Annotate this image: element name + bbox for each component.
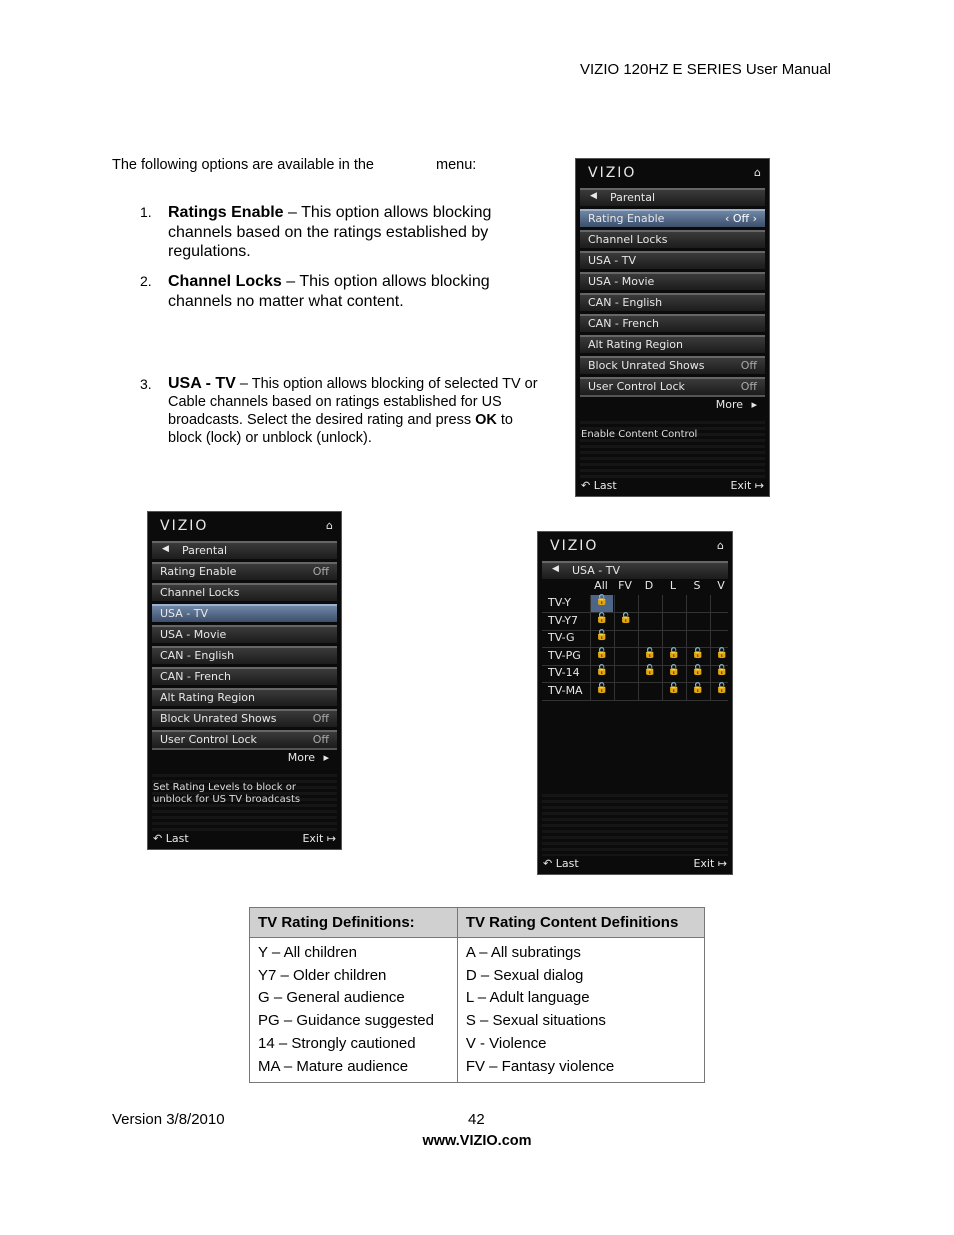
- option-usa-tv: [140, 375, 550, 447]
- unlock-icon[interactable]: 🔓: [710, 648, 733, 665]
- ratings-grid: [542, 579, 728, 699]
- table-header: TV Rating Content Definitions: [457, 908, 704, 938]
- menu-title-bar[interactable]: [542, 561, 728, 579]
- menu-item-value: Off: [740, 359, 757, 372]
- exit-button[interactable]: [730, 479, 764, 492]
- menu-item-label: User Control Lock: [588, 380, 685, 393]
- unlock-icon[interactable]: 🔓: [686, 648, 709, 665]
- last-button[interactable]: [543, 857, 579, 870]
- item-term: USA - TV: [168, 375, 236, 392]
- manual-title: VIZIO 120HZ E SERIES User Manual: [580, 61, 831, 78]
- usa-tv-ratings-screen: [537, 531, 733, 875]
- rating-cell[interactable]: [614, 665, 637, 682]
- rating-row-label: TV-Y7: [548, 613, 578, 627]
- definition-line: Y7 – Older children: [258, 966, 387, 984]
- menu-item[interactable]: [152, 688, 337, 706]
- return-icon: ↶: [543, 857, 553, 870]
- more-button[interactable]: [152, 748, 337, 766]
- rating-column-header: D: [644, 579, 654, 592]
- rating-row: [542, 665, 728, 683]
- menu-item-label: Channel Locks: [160, 586, 240, 599]
- rating-cell[interactable]: [710, 613, 733, 630]
- intro-after: menu:: [435, 157, 477, 173]
- rating-column-header: V: [717, 579, 725, 592]
- website-url: www.VIZIO.com: [422, 1133, 532, 1149]
- exit-icon: ↦: [326, 832, 336, 845]
- rating-row-label: TV-PG: [548, 648, 581, 662]
- definition-line: D – Sexual dialog: [465, 966, 584, 984]
- definition-line: 14 – Strongly cautioned: [258, 1034, 416, 1052]
- table-header: TV Rating Definitions:: [250, 908, 458, 938]
- menu-item-label: CAN - English: [160, 649, 235, 662]
- last-button[interactable]: [581, 479, 617, 492]
- more-label: More: [715, 398, 743, 411]
- menu-item[interactable]: [580, 293, 765, 311]
- definition-line: MA – Mature audience: [258, 1057, 409, 1075]
- menu-item[interactable]: [152, 625, 337, 643]
- unlock-icon[interactable]: 🔓: [590, 630, 613, 647]
- rating-cell[interactable]: [662, 613, 685, 630]
- rating-cell[interactable]: [686, 630, 709, 647]
- content-definitions-cell: [457, 938, 704, 1083]
- return-icon: ↶: [153, 832, 163, 845]
- item-desc: – This option allows blocking channels based on the ratings established by regulations.: [168, 204, 492, 260]
- item-desc: – This option allows blocking channels no matter what content.: [168, 273, 490, 310]
- menu-item-label: USA - TV: [588, 254, 636, 267]
- menu-title: USA - TV: [572, 564, 620, 577]
- exit-label: Exit: [730, 479, 752, 492]
- definition-line: L – Adult language: [465, 989, 590, 1007]
- menu-item-label: CAN - French: [160, 670, 231, 683]
- definition-line: V - Violence: [465, 1034, 547, 1052]
- rating-row: [542, 648, 728, 666]
- definition-line: Y – All children: [258, 944, 357, 961]
- menu-item-label: Alt Rating Region: [160, 691, 256, 704]
- menu-item[interactable]: [152, 730, 337, 748]
- rating-cell[interactable]: [614, 595, 637, 612]
- menu-description: Set Rating Levels to block or unblock for US TV broadcasts: [153, 782, 301, 805]
- unlock-icon[interactable]: 🔓: [710, 683, 733, 700]
- menu-item[interactable]: [580, 356, 765, 374]
- rating-row-label: TV-G: [548, 631, 575, 644]
- menu-item-label: Channel Locks: [588, 233, 668, 246]
- menu-item-label: Block Unrated Shows: [160, 712, 277, 725]
- unlock-icon[interactable]: 🔓: [662, 648, 685, 665]
- option-channel-locks: [140, 272, 550, 311]
- menu-item-label: USA - Movie: [588, 275, 655, 288]
- exit-icon: ↦: [754, 479, 764, 492]
- menu-item-value: Off: [312, 712, 329, 725]
- menu-item[interactable]: [152, 646, 337, 664]
- rating-row: [542, 683, 728, 701]
- rating-cell[interactable]: [710, 595, 733, 612]
- back-arrow-icon: ◀: [162, 544, 169, 554]
- menu-item-value: Off: [312, 733, 329, 746]
- unlock-icon[interactable]: 🔓: [710, 665, 733, 682]
- menu-item-label: Rating Enable: [160, 565, 237, 578]
- item-term: Ratings Enable: [168, 204, 284, 221]
- rating-cell[interactable]: [638, 613, 661, 630]
- definition-line: S – Sexual situations: [465, 1012, 606, 1030]
- more-button[interactable]: [580, 395, 765, 413]
- parental-menu-screen: [575, 158, 770, 497]
- vizio-logo: VIZIO: [160, 518, 209, 534]
- rating-row-label: TV-MA: [548, 683, 583, 697]
- unlock-icon[interactable]: 🔓: [662, 665, 685, 682]
- description-area: [542, 794, 728, 856]
- rating-cell[interactable]: [662, 630, 685, 647]
- unlock-icon[interactable]: 🔓: [590, 683, 613, 700]
- menu-title-bar[interactable]: [152, 541, 337, 559]
- unlock-icon[interactable]: 🔓: [638, 648, 661, 665]
- definition-line: FV – Fantasy violence: [465, 1057, 615, 1075]
- definition-line: PG – Guidance suggested: [258, 1012, 434, 1030]
- exit-button[interactable]: [693, 857, 727, 870]
- rating-cell[interactable]: [614, 630, 637, 647]
- item-desc-end: to block (lock) or unblock (unlock).: [168, 412, 513, 446]
- rating-cell[interactable]: [638, 595, 661, 612]
- rating-column-header: S: [693, 579, 701, 592]
- unlock-icon[interactable]: 🔓: [614, 613, 637, 630]
- item-number: 3.: [140, 376, 152, 392]
- menu-title-bar[interactable]: [580, 188, 765, 206]
- rating-cell[interactable]: [710, 630, 733, 647]
- chevron-right-icon: ▸: [323, 751, 329, 764]
- home-icon: ⌂: [717, 539, 724, 552]
- rating-column-header: FV: [618, 579, 632, 592]
- menu-item[interactable]: [152, 667, 337, 685]
- definition-line: A – All subratings: [465, 944, 581, 961]
- unlock-icon[interactable]: 🔓: [590, 648, 613, 665]
- menu-item[interactable]: [152, 709, 337, 727]
- rating-row: [542, 613, 728, 631]
- rating-cell[interactable]: [662, 595, 685, 612]
- vizio-logo: VIZIO: [588, 165, 637, 181]
- menu-item[interactable]: [580, 251, 765, 269]
- rating-column-header: L: [669, 579, 677, 592]
- parental-menu-screen-usa-tv-selected: [147, 511, 342, 850]
- unlock-icon[interactable]: 🔓: [686, 665, 709, 682]
- menu-item[interactable]: [580, 335, 765, 353]
- menu-item-value: ‹ Off ›: [724, 212, 757, 225]
- item-term: Channel Locks: [168, 273, 282, 290]
- menu-title: Parental: [182, 544, 228, 557]
- more-label: More: [287, 751, 315, 764]
- rating-row: [542, 595, 728, 613]
- back-arrow-icon: ◀: [552, 564, 559, 574]
- home-icon: ⌂: [754, 166, 761, 179]
- menu-item-label: CAN - English: [588, 296, 663, 309]
- menu-item[interactable]: [152, 583, 337, 601]
- menu-item-label: User Control Lock: [160, 733, 257, 746]
- definition-line: G – General audience: [258, 989, 405, 1007]
- menu-item[interactable]: [580, 314, 765, 332]
- return-icon: ↶: [581, 479, 591, 492]
- menu-item[interactable]: [580, 377, 765, 395]
- rating-definitions-cell: [250, 938, 458, 1083]
- unlock-icon[interactable]: 🔓: [590, 613, 613, 630]
- unlock-icon[interactable]: 🔓: [662, 683, 685, 700]
- last-button[interactable]: [153, 832, 189, 845]
- rating-column-header: All: [594, 579, 608, 592]
- unlock-icon[interactable]: 🔓: [686, 683, 709, 700]
- page-number: 42: [468, 1111, 485, 1128]
- menu-item-label: CAN - French: [588, 317, 659, 330]
- menu-item-value: Off: [312, 565, 329, 578]
- rating-row-label: TV-14: [548, 666, 580, 679]
- exit-label: Exit: [693, 857, 715, 870]
- item-number: 2.: [140, 273, 152, 289]
- rating-cell[interactable]: [686, 613, 709, 630]
- menu-item[interactable]: [152, 562, 337, 580]
- unlock-icon[interactable]: 🔓: [638, 665, 661, 682]
- menu-description: Enable Content Control: [581, 429, 698, 440]
- intro-text: [112, 157, 476, 173]
- menu-item[interactable]: [580, 209, 765, 227]
- menu-title: Parental: [610, 191, 656, 204]
- option-ratings-enable: [140, 203, 550, 262]
- menu-item[interactable]: [580, 272, 765, 290]
- ok-key: OK: [475, 412, 497, 428]
- last-label: Last: [555, 857, 579, 870]
- version-text: Version 3/8/2010: [112, 1111, 225, 1128]
- tv-rating-definitions-table: [249, 907, 705, 1083]
- exit-icon: ↦: [717, 857, 727, 870]
- rating-cell[interactable]: [638, 683, 661, 700]
- home-icon: ⌂: [326, 519, 333, 532]
- menu-item[interactable]: [152, 604, 337, 622]
- menu-item-label: USA - TV: [160, 607, 208, 620]
- last-label: Last: [593, 479, 617, 492]
- rating-cell[interactable]: [638, 630, 661, 647]
- vizio-logo: VIZIO: [550, 538, 599, 554]
- exit-button[interactable]: [302, 832, 336, 845]
- chevron-right-icon: ▸: [751, 398, 757, 411]
- menu-item-label: Block Unrated Shows: [588, 359, 705, 372]
- item-desc: – This option allows blocking of selected TV or Cable channels based on ratings established for US broadcasts. Select the desired rating and press: [168, 376, 538, 428]
- intro-before: The following options are available in the: [112, 157, 374, 173]
- exit-label: Exit: [302, 832, 324, 845]
- unlock-icon[interactable]: 🔓: [590, 595, 613, 612]
- menu-item-label: Rating Enable: [588, 212, 665, 225]
- rating-cell[interactable]: [614, 683, 637, 700]
- back-arrow-icon: ◀: [590, 191, 597, 201]
- menu-item-value: Off: [740, 380, 757, 393]
- last-label: Last: [165, 832, 189, 845]
- unlock-icon[interactable]: 🔓: [590, 665, 613, 682]
- rating-cell[interactable]: [614, 648, 637, 665]
- rating-row-label: TV-Y: [548, 596, 571, 609]
- rating-cell[interactable]: [686, 595, 709, 612]
- item-number: 1.: [140, 204, 152, 220]
- menu-item-label: Alt Rating Region: [588, 338, 684, 351]
- menu-item-label: USA - Movie: [160, 628, 227, 641]
- rating-row: [542, 630, 728, 648]
- menu-item[interactable]: [580, 230, 765, 248]
